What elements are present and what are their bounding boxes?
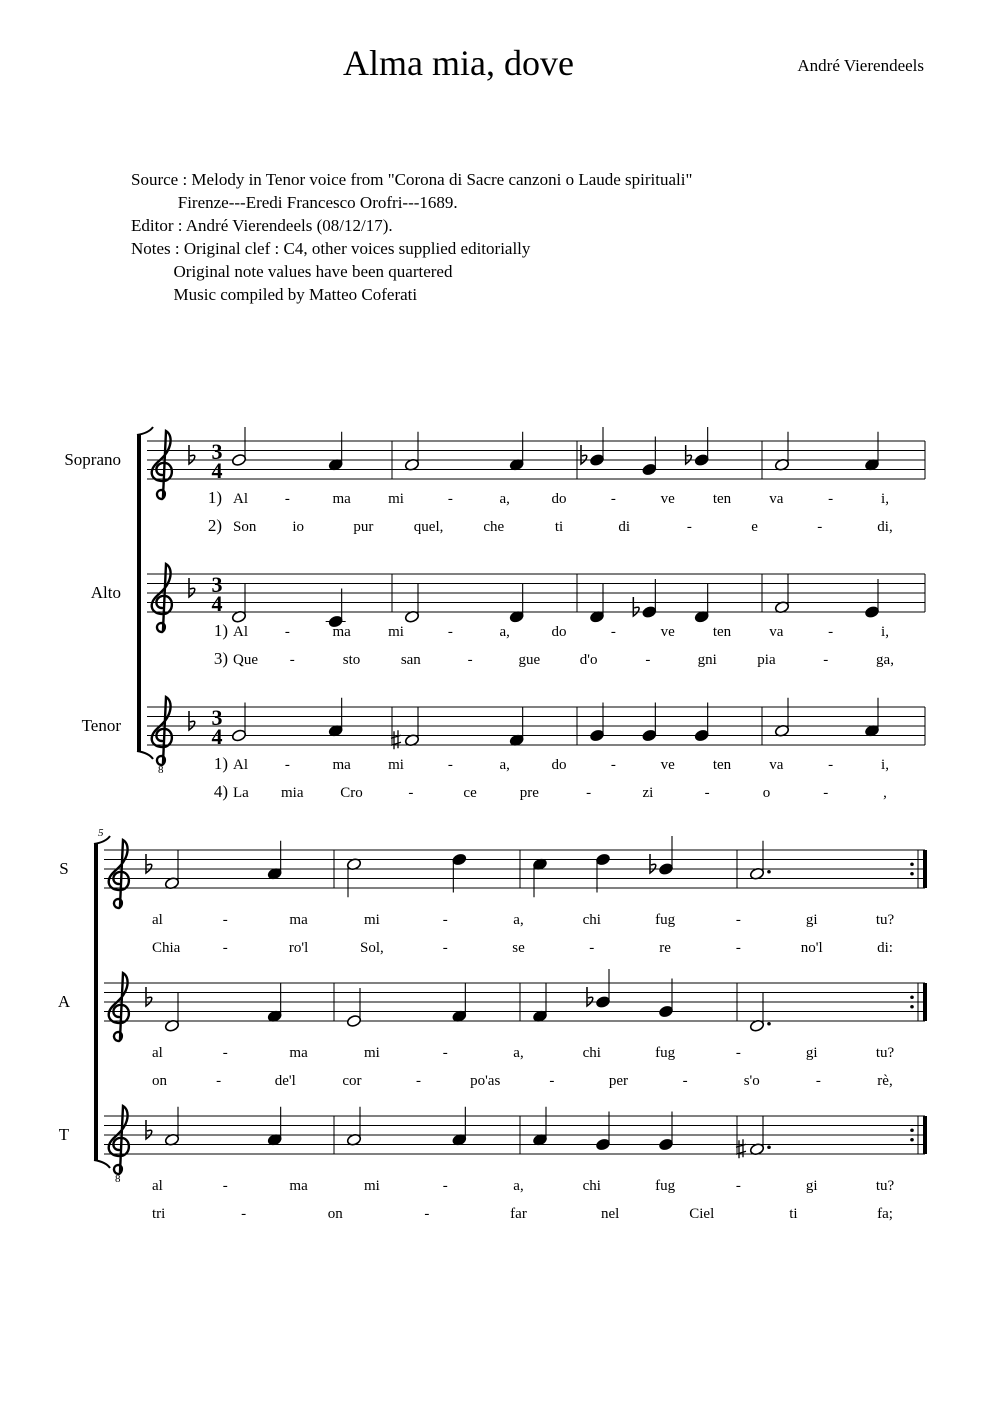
lyric-syllable: Ciel bbox=[689, 1206, 715, 1222]
lyric-syllable: Que bbox=[233, 652, 258, 668]
notes-line: Notes : Original clef : C4, other voices supplied editorially bbox=[131, 239, 531, 258]
lyric-syllable: do bbox=[551, 757, 567, 773]
verse-number: 2) bbox=[207, 516, 222, 535]
lyric-syllable: cor bbox=[342, 1073, 362, 1089]
lyric-syllable: Son bbox=[233, 519, 257, 535]
time-signature-bottom: 4 bbox=[211, 724, 223, 749]
note-head bbox=[595, 1138, 610, 1151]
time-signature-top: 3 bbox=[211, 705, 223, 730]
repeat-dot bbox=[910, 1138, 914, 1142]
lyric-syllable: - bbox=[682, 1073, 688, 1089]
lyric-syllable: chi bbox=[582, 912, 601, 928]
staff-label: Soprano bbox=[64, 450, 121, 469]
note-head bbox=[694, 729, 709, 742]
octave-mark: 8 bbox=[115, 1173, 121, 1185]
verse-number: 3) bbox=[213, 649, 228, 668]
lyric-syllable: - bbox=[549, 1073, 555, 1089]
lyric-syllable: a, bbox=[513, 1045, 524, 1061]
lyric-syllable: fug bbox=[655, 1178, 676, 1194]
lyric-syllable: - bbox=[735, 1045, 741, 1061]
lyric-syllable: s'o bbox=[743, 1073, 760, 1089]
lyric-syllable: al bbox=[152, 1178, 163, 1194]
lyric-syllable: e bbox=[751, 519, 758, 535]
lyric-syllable: Al bbox=[233, 624, 248, 640]
lyric-syllable: - bbox=[284, 491, 290, 507]
note-head bbox=[595, 995, 610, 1008]
note-head bbox=[642, 605, 657, 618]
lyric-syllable: - bbox=[442, 912, 448, 928]
lyric-syllable: ti bbox=[554, 519, 564, 535]
notes-line-2: Original note values have been quartered bbox=[131, 262, 453, 281]
verse-number: 1) bbox=[213, 754, 228, 773]
lyric-syllable: - bbox=[216, 1073, 222, 1089]
lyric-syllable: po'as bbox=[470, 1073, 501, 1089]
lyric-syllable: - bbox=[735, 940, 741, 956]
accidental-flat-icon bbox=[686, 445, 692, 464]
verse-number: 4) bbox=[213, 782, 228, 801]
lyric-syllable: - bbox=[222, 1045, 228, 1061]
lyric-syllable: ma bbox=[289, 1178, 308, 1194]
lyric-syllable: on bbox=[327, 1206, 343, 1222]
lyric-syllable: di: bbox=[877, 940, 893, 956]
lyric-syllable: fa; bbox=[877, 1206, 893, 1222]
lyric-syllable: tu? bbox=[875, 1178, 895, 1194]
dot bbox=[767, 1022, 771, 1026]
lyric-syllable: mi bbox=[388, 757, 404, 773]
lyric-syllable: - bbox=[645, 652, 651, 668]
lyric-syllable: i, bbox=[881, 624, 889, 640]
lyric-syllable: ma bbox=[289, 1045, 308, 1061]
lyric-syllable: ten bbox=[712, 624, 732, 640]
lyric-syllable: mi bbox=[363, 1178, 380, 1194]
lyric-syllable: do bbox=[551, 624, 567, 640]
lyric-syllable: - bbox=[610, 624, 616, 640]
lyric-syllable: gi bbox=[805, 1178, 818, 1194]
lyric-syllable: - bbox=[828, 491, 834, 507]
verse-number: 1) bbox=[207, 488, 222, 507]
lyric-syllable: re bbox=[659, 940, 671, 956]
lyric-syllable: tu? bbox=[875, 1045, 895, 1061]
lyric-syllable: va bbox=[769, 491, 784, 507]
lyric-syllable: do bbox=[551, 491, 567, 507]
lyric-syllable: - bbox=[222, 912, 228, 928]
lyric-syllable: mi bbox=[363, 1045, 380, 1061]
lyric-syllable: ro'l bbox=[288, 940, 309, 956]
time-signature-top: 3 bbox=[211, 439, 223, 464]
accidental-flat-icon bbox=[633, 597, 639, 616]
accidental-flat-icon bbox=[587, 987, 593, 1006]
lyric-syllable: - bbox=[424, 1206, 430, 1222]
lyric-syllable: Cro bbox=[340, 785, 363, 801]
lyric-syllable: - bbox=[222, 1178, 228, 1194]
repeat-dot bbox=[910, 862, 914, 866]
lyric-syllable: - bbox=[447, 491, 453, 507]
lyric-syllable: d'o bbox=[579, 652, 598, 668]
lyric-syllable: ten bbox=[712, 491, 732, 507]
lyric-syllable: - bbox=[686, 519, 692, 535]
time-signature-top: 3 bbox=[211, 572, 223, 597]
lyric-syllable: nel bbox=[600, 1206, 620, 1222]
note-head bbox=[231, 453, 246, 466]
note-head bbox=[658, 1138, 673, 1151]
note-head bbox=[452, 853, 467, 866]
lyric-syllable: mi bbox=[388, 491, 404, 507]
lyric-syllable: ga, bbox=[876, 652, 894, 668]
key-signature-flat-icon bbox=[189, 578, 195, 597]
lyric-syllable: - bbox=[447, 624, 453, 640]
lyric-syllable: on bbox=[152, 1073, 167, 1089]
lyric-syllable: - bbox=[735, 912, 741, 928]
lyric-syllable: ve bbox=[660, 757, 675, 773]
lyric-syllable: Al bbox=[233, 757, 248, 773]
lyric-syllable: - bbox=[289, 652, 295, 668]
lyric-syllable: per bbox=[608, 1073, 629, 1089]
lyric-syllable: mi bbox=[388, 624, 404, 640]
source-line-2: Firenze---Eredi Francesco Orofri---1689. bbox=[131, 193, 458, 212]
note-head bbox=[231, 729, 246, 742]
editor-line: Editor : André Vierendeels (08/12/17). bbox=[131, 216, 393, 235]
lyric-syllable: - bbox=[823, 785, 829, 801]
lyric-syllable: - bbox=[586, 785, 592, 801]
lyric-syllable: i, bbox=[881, 491, 889, 507]
lyric-syllable: Al bbox=[233, 491, 248, 507]
lyric-syllable: - bbox=[828, 757, 834, 773]
note-head bbox=[864, 605, 879, 618]
lyric-syllable: - bbox=[416, 1073, 422, 1089]
lyric-syllable: mia bbox=[281, 785, 304, 801]
repeat-dot bbox=[910, 995, 914, 999]
lyric-syllable: va bbox=[769, 624, 784, 640]
lyric-syllable: - bbox=[284, 757, 290, 773]
lyric-syllable: se bbox=[512, 940, 525, 956]
repeat-dot bbox=[910, 872, 914, 876]
lyric-syllable: mi bbox=[363, 912, 380, 928]
lyric-syllable: chi bbox=[582, 1045, 601, 1061]
lyric-syllable: - bbox=[442, 1045, 448, 1061]
lyric-syllable: ma bbox=[289, 912, 308, 928]
time-signature-bottom: 4 bbox=[211, 591, 223, 616]
note-head bbox=[642, 729, 657, 742]
lyric-syllable: al bbox=[152, 912, 163, 928]
lyric-syllable: che bbox=[483, 519, 505, 535]
lyric-syllable: - bbox=[408, 785, 414, 801]
lyric-syllable: ce bbox=[463, 785, 477, 801]
lyric-syllable: ti bbox=[789, 1206, 798, 1222]
lyric-syllable: san bbox=[400, 652, 421, 668]
lyric-syllable: - bbox=[447, 757, 453, 773]
lyric-syllable: , bbox=[883, 785, 887, 801]
accidental-flat-icon bbox=[650, 854, 656, 873]
lyric-syllable: - bbox=[817, 519, 823, 535]
lyric-syllable: - bbox=[284, 624, 290, 640]
bracket-top-hook bbox=[137, 427, 153, 435]
lyric-syllable: ve bbox=[660, 491, 675, 507]
lyric-syllable: a, bbox=[513, 1178, 524, 1194]
lyric-syllable: tri bbox=[152, 1206, 166, 1222]
octave-mark: 8 bbox=[158, 764, 164, 776]
note-head bbox=[658, 862, 673, 875]
dot bbox=[767, 870, 771, 874]
lyric-syllable: ma bbox=[332, 624, 351, 640]
bracket-bottom-hook bbox=[137, 751, 153, 759]
lyric-syllable: rè, bbox=[877, 1073, 893, 1089]
lyric-syllable: - bbox=[735, 1178, 741, 1194]
lyric-syllable: io bbox=[292, 519, 305, 535]
lyric-syllable: - bbox=[442, 1178, 448, 1194]
lyric-syllable: a, bbox=[499, 491, 510, 507]
lyric-syllable: - bbox=[610, 491, 616, 507]
repeat-dot bbox=[910, 1005, 914, 1009]
lyric-syllable: ten bbox=[712, 757, 732, 773]
note-head bbox=[595, 853, 610, 866]
bracket-bottom-hook bbox=[94, 1160, 110, 1168]
lyric-syllable: - bbox=[241, 1206, 247, 1222]
time-signature-bottom: 4 bbox=[211, 458, 223, 483]
note-head bbox=[642, 463, 657, 476]
lyric-syllable: di, bbox=[877, 519, 893, 535]
lyric-syllable: La bbox=[233, 785, 249, 801]
staff-label: Alto bbox=[90, 583, 121, 602]
notes-line-3: Music compiled by Matteo Coferati bbox=[131, 285, 418, 304]
lyric-syllable: quel, bbox=[413, 519, 444, 535]
lyric-syllable: - bbox=[815, 1073, 821, 1089]
lyric-syllable: - bbox=[467, 652, 473, 668]
note-head bbox=[346, 1014, 361, 1027]
key-signature-flat-icon bbox=[146, 854, 152, 873]
lyric-syllable: - bbox=[222, 940, 228, 956]
lyric-syllable: gni bbox=[697, 652, 717, 668]
key-signature-flat-icon bbox=[146, 987, 152, 1006]
lyric-syllable: far bbox=[510, 1206, 527, 1222]
lyric-syllable: fug bbox=[655, 912, 676, 928]
lyric-syllable: chi bbox=[582, 1178, 601, 1194]
lyric-syllable: - bbox=[823, 652, 829, 668]
lyric-syllable: ma bbox=[332, 757, 351, 773]
note-head bbox=[658, 1005, 673, 1018]
note-head bbox=[694, 453, 709, 466]
lyric-syllable: va bbox=[769, 757, 784, 773]
lyric-syllable: tu? bbox=[875, 912, 895, 928]
repeat-dot bbox=[910, 1128, 914, 1132]
lyric-syllable: ma bbox=[332, 491, 351, 507]
lyric-syllable: al bbox=[152, 1045, 163, 1061]
lyric-syllable: pur bbox=[353, 519, 374, 535]
key-signature-flat-icon bbox=[146, 1120, 152, 1139]
lyric-syllable: a, bbox=[499, 757, 510, 773]
lyric-syllable: i, bbox=[881, 757, 889, 773]
dot bbox=[767, 1145, 771, 1149]
lyric-syllable: a, bbox=[513, 912, 524, 928]
lyric-syllable: di bbox=[618, 519, 631, 535]
lyric-syllable: ve bbox=[660, 624, 675, 640]
note-head bbox=[589, 453, 604, 466]
lyric-syllable: Sol, bbox=[360, 940, 384, 956]
lyric-syllable: o bbox=[762, 785, 771, 801]
lyric-syllable: gi bbox=[805, 1045, 818, 1061]
lyric-syllable: - bbox=[610, 757, 616, 773]
lyric-syllable: - bbox=[704, 785, 710, 801]
note-head bbox=[589, 729, 604, 742]
lyric-syllable: sto bbox=[342, 652, 361, 668]
measure-number: 5 bbox=[98, 827, 104, 839]
accidental-flat-icon bbox=[581, 445, 587, 464]
staff-label: Tenor bbox=[81, 716, 121, 735]
key-signature-flat-icon bbox=[189, 445, 195, 464]
lyric-syllable: Chia bbox=[152, 940, 181, 956]
lyric-syllable: pia bbox=[757, 652, 776, 668]
source-line: Source : Melody in Tenor voice from "Corona di Sacre canzoni o Laude spirituali" bbox=[131, 170, 693, 189]
composer-name: André Vierendeels bbox=[797, 56, 924, 75]
piece-title: Alma mia, dove bbox=[343, 43, 574, 83]
key-signature-flat-icon bbox=[189, 711, 195, 730]
verse-number: 1) bbox=[213, 621, 228, 640]
lyric-syllable: pre bbox=[519, 785, 539, 801]
lyric-syllable: zi bbox=[642, 785, 654, 801]
lyric-syllable: a, bbox=[499, 624, 510, 640]
lyric-syllable: gue bbox=[518, 652, 541, 668]
lyric-syllable: - bbox=[442, 940, 448, 956]
lyric-syllable: - bbox=[828, 624, 834, 640]
staff-label: A bbox=[57, 992, 71, 1011]
lyric-syllable: gi bbox=[805, 912, 818, 928]
lyric-syllable: no'l bbox=[800, 940, 823, 956]
lyric-syllable: fug bbox=[655, 1045, 676, 1061]
staff-label: S bbox=[59, 859, 69, 878]
lyric-syllable: de'l bbox=[274, 1073, 296, 1089]
lyric-syllable: - bbox=[589, 940, 595, 956]
staff-label: T bbox=[58, 1125, 70, 1144]
